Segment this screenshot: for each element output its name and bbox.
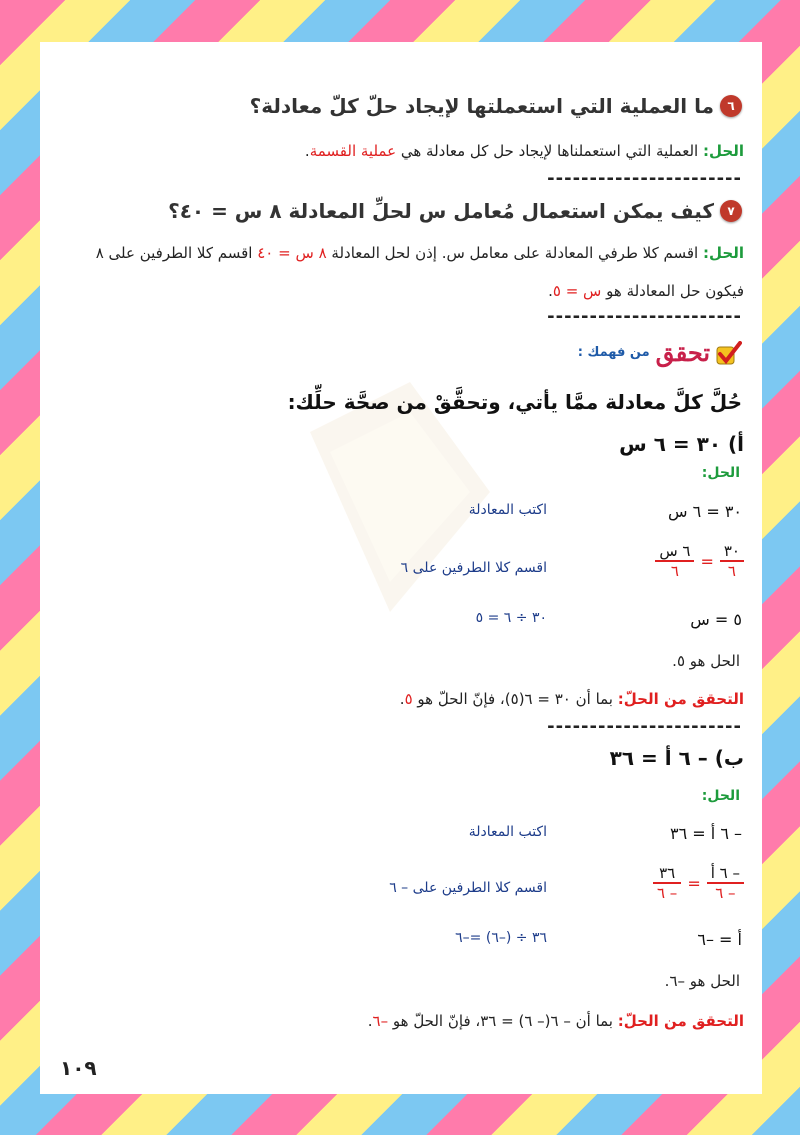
verify-end: .: [367, 1012, 373, 1030]
check-title: تحقق: [655, 338, 710, 367]
answer-equation: س = ٥: [552, 282, 602, 300]
step-description-2: اقسم كلا الطرفين على – ٦: [389, 880, 547, 896]
answer-label: الحل:: [703, 142, 744, 160]
answer-equation: ٨ س = ٤٠: [257, 244, 327, 262]
answer-7-line2: [548, 282, 744, 300]
verify-end: .: [399, 690, 405, 708]
answer-end: .: [304, 142, 310, 160]
verification: [368, 1012, 744, 1030]
divider: -----------------------: [547, 168, 742, 189]
equation-step-3: ٥ = س: [690, 610, 742, 629]
verification: [400, 690, 744, 708]
answer-6: [305, 142, 744, 160]
solution-result: الحل هو –٦.: [664, 972, 740, 990]
fraction: [655, 542, 694, 580]
step-description-3: ٣٦ ÷ (–٦) =–٦: [455, 930, 547, 946]
page-number: ١٠٩: [60, 1056, 97, 1080]
denominator: – ٦: [715, 884, 736, 902]
question-7: [168, 199, 742, 223]
question-text: ما العملية التي استعملتها لإيجاد حلّ كلّ معادلة؟: [249, 94, 714, 118]
part-label: أ): [728, 432, 744, 456]
instruction: حُلَّ كلَّ معادلة ممَّا يأتي، وتحقَّقْ من صحَّة حلِّك:: [287, 390, 742, 414]
fraction: [720, 542, 744, 580]
numerator: ٣٦: [659, 864, 676, 882]
verify-value: –٦: [372, 1012, 389, 1030]
verify-text: بما أن ٣٠ = ٦(٥)، فإنّ الحلّ هو: [417, 690, 613, 708]
answer-label: الحل:: [703, 244, 744, 262]
part-b-heading: [610, 746, 744, 770]
step-description-3: ٣٠ ÷ ٦ = ٥: [475, 610, 547, 626]
part-equation: ٣٠ = ٦ س: [619, 432, 722, 456]
verify-value: ٥: [404, 690, 413, 708]
question-text: كيف يمكن استعمال مُعامل س لحلِّ المعادلة ٨ س = ٤٠؟: [168, 199, 714, 223]
fraction: [707, 864, 744, 902]
solution-label: الحل:: [701, 788, 740, 804]
answer-text: اقسم كلا الطرفين على ٨: [95, 244, 253, 262]
verify-text: بما أن – ٦(– ٦) = ٣٦، فإنّ الحلّ هو: [392, 1012, 613, 1030]
verify-label: التحقق من الحلّ:: [617, 1012, 744, 1030]
part-equation: – ٦ أ = ٣٦: [609, 746, 708, 770]
equation-step-3: أ = –٦: [697, 930, 742, 949]
fraction: [653, 864, 681, 902]
equation-step-2: $\frac{٣٠}{٦}$ = $\frac{\text{٦ س}}{٦}$: [655, 542, 744, 580]
answer-highlight: عملية القسمة: [309, 142, 397, 160]
equation-step-1: ٣٠ = ٦ س: [668, 502, 742, 521]
question-6: [250, 94, 742, 118]
numerator: ٦ س: [659, 542, 691, 560]
numerator: ٣٠: [723, 542, 740, 560]
denominator: ٦: [670, 562, 679, 580]
verify-label: التحقق من الحلّ:: [617, 690, 744, 708]
step-description-2: اقسم كلا الطرفين على ٦: [400, 560, 547, 576]
question-number-badge: ٦: [720, 95, 742, 117]
step-description-1: اكتب المعادلة: [468, 502, 547, 518]
solution-result: الحل هو ٥.: [672, 652, 740, 670]
textbook-page: [40, 42, 762, 1094]
answer-text: فيكون حل المعادلة هو: [606, 282, 744, 300]
answer-text: العملية التي استعملناها لإيجاد حل كل معادلة هي: [400, 142, 699, 160]
denominator: ٦: [727, 562, 736, 580]
numerator: – ٦ أ: [710, 864, 740, 882]
checkmark-icon: [716, 341, 742, 365]
equation-step-2: $\frac{\text{– ٦ أ}}{- ٦}$ = $\frac{٣٦}{- ٦}$: [653, 864, 744, 902]
divider: -----------------------: [547, 716, 742, 737]
solution-label: الحل:: [701, 465, 740, 481]
question-number-badge: ٧: [720, 200, 742, 222]
check-subtitle: من فهمك :: [577, 345, 650, 360]
answer-text: اقسم كلا طرفي المعادلة على معامل س. إذن لحل المعادلة: [331, 244, 699, 262]
step-description-1: اكتب المعادلة: [468, 824, 547, 840]
check-understanding-heading: [578, 338, 742, 367]
denominator: – ٦: [656, 884, 678, 902]
answer-7-line1: [96, 244, 744, 262]
answer-end: .: [548, 282, 553, 300]
equation-step-1: – ٦ أ = ٣٦: [670, 824, 742, 843]
part-label: ب): [714, 746, 744, 770]
divider: -----------------------: [547, 306, 742, 327]
part-a-heading: [619, 432, 744, 456]
